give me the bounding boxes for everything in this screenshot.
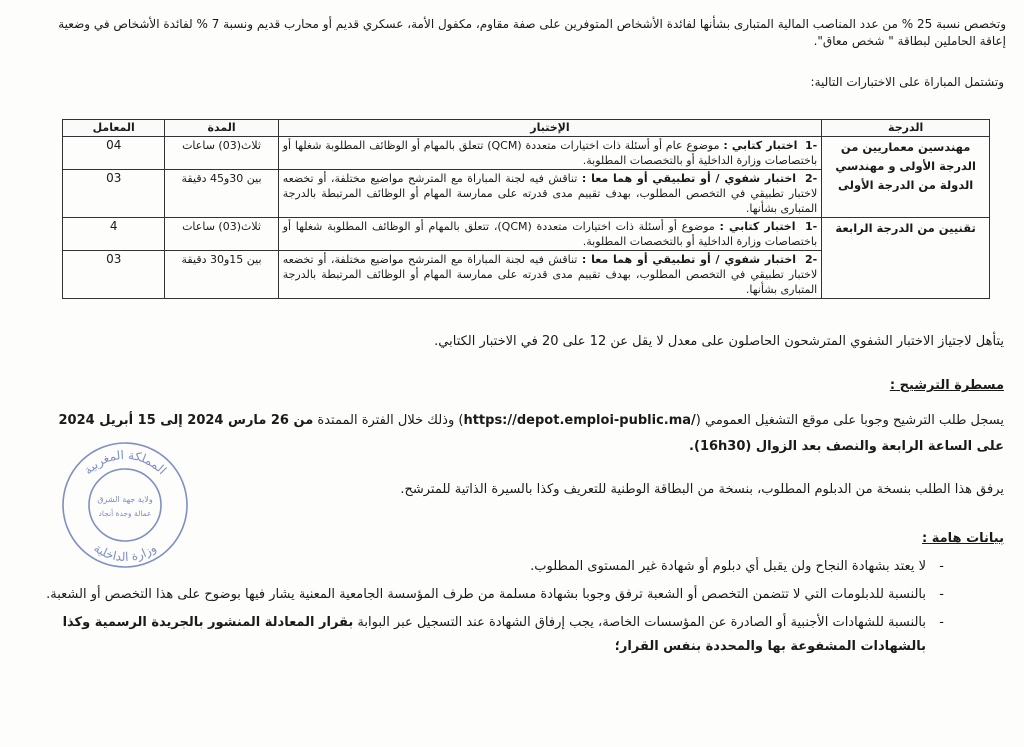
test-cell xyxy=(278,170,822,218)
coef-cell: 03 xyxy=(63,251,165,299)
test-cell xyxy=(278,218,822,251)
note-text: بالنسبة للدبلومات التي لا تتضمن التخصص أو الشعبة ترفق وجوبا بشهادة مسلمة من طرف المؤسسة الجامعية المعنية يشار فيها بوضوح على هذا التخصص أو الشعبة. xyxy=(46,587,926,602)
duration-cell: بين 30و45 دقيقة xyxy=(165,170,278,218)
stamp-top-text: المملكة المغربية xyxy=(81,447,170,478)
test-description: موضوع عام أو أسئلة ذات اختيارات متعددة (QCM) تتعلق بالمهام أو الوظائف المطلوبة شغلها أو باختصاصات وزارة الداخلية أو بالتخصصات المطلوبة. xyxy=(282,139,818,167)
test-number: -1 xyxy=(805,220,818,233)
application-url[interactable]: https://depot.emploi-public.ma/ xyxy=(463,413,696,428)
test-label: اختبار كتابي : xyxy=(719,220,796,233)
test-number: -2 xyxy=(805,172,818,185)
application-period: من 26 مارس 2024 إلى 15 أبريل 2024 على الساعة الرابعة والنصف بعد الزوال (16h30). xyxy=(58,413,1004,454)
test-description: تناقش فيه لجنة المباراة مع المترشح مواضيع مختلفة، أو تخضعه لاختبار تطبيقي في التخصص المطلوب، بهدف تقييم مدى قدرته على ممارسة المهام أو الوظائف المرتبطة بالدرجة المتبارى بشأنها. xyxy=(282,172,818,215)
test-description: موضوع أو أسئلة ذات اختيارات متعددة (QCM)، تتعلق بالمهام أو الوظائف المطلوبة شغلها أو باختصاصات وزارة الداخلية أو بالتخصصات المطلوبة. xyxy=(282,220,818,248)
list-item xyxy=(34,611,944,659)
duration-cell: ثلاث(03) ساعات xyxy=(165,137,278,170)
official-stamp xyxy=(60,440,190,570)
intro-paragraph: وتخصص نسبة 25 % من عدد المناصب المالية المتبارى بشأنها لفائدة الأشخاص المتوفرين على صفة مقاوم، مكفول الأمة، عسكري قديم أو محارب قديم ونسبة 7 % لفائدة الأشخاص في وضعية إعاقة الحاملين لبطاقة " شخص معاق". xyxy=(58,17,1006,48)
header-grade: الدرجة xyxy=(822,120,990,137)
test-cell xyxy=(278,251,822,299)
test-number: -1 xyxy=(805,139,818,152)
header-coef: المعامل xyxy=(63,120,165,137)
list-item xyxy=(34,583,944,607)
grade-technicians: تقنيين من الدرجة الرابعة xyxy=(822,218,990,299)
notes-heading: بيانات هامة : xyxy=(922,531,1004,546)
procedure-text-b: ) وذلك خلال الفترة الممتدة xyxy=(313,413,464,428)
oral-qualification-note: يتأهل لاجتياز الاختبار الشفوي المترشحون الحاصلون على معدل لا يقل عن 12 على 20 في الاختبار الكتابي. xyxy=(434,334,1004,349)
note-text: بالنسبة للشهادات الأجنبية أو الصادرة عن المؤسسات الخاصة، يجب إرفاق الشهادة عند التسجيل عبر البوابة xyxy=(353,615,926,630)
duration-cell: ثلاث(03) ساعات xyxy=(165,218,278,251)
note-bold-text: بقرار المعادلة المنشور بالجريدة الرسمية وكذا بالشهادات المشفوعة بها والمحددة بنفس القرار؛ xyxy=(62,615,926,654)
test-cell xyxy=(278,137,822,170)
table-row xyxy=(63,218,990,251)
header-test: الإختبار xyxy=(278,120,822,137)
test-number: -2 xyxy=(805,253,818,266)
test-description: تناقش فيه لجنة المباراة مع المترشح مواضيع مختلفة، أو تخضعه لاختبار تطبيقي في التخصص المطلوب، بهدف تقييم مدى قدرته على ممارسة المهام أو الوظائف المرتبطة بالدرجة المتبارى بشأنها. xyxy=(282,253,818,296)
tests-intro: وتشتمل المباراة على الاختبارات التالية: xyxy=(810,75,1004,89)
stamp-line-1: ولاية جهة الشرق xyxy=(97,495,153,504)
stamp-inner-ring xyxy=(89,469,161,541)
notes-list xyxy=(34,555,944,663)
header-duration: المدة xyxy=(165,120,278,137)
table-header-row xyxy=(63,120,990,137)
note-text: لا يعتد بشهادة النجاح ولن يقبل أي دبلوم أو شهادة غير المستوى المطلوب. xyxy=(530,559,926,574)
coef-cell: 03 xyxy=(63,170,165,218)
test-label: اختبار شفوي / أو تطبيقي أو هما معا : xyxy=(581,253,797,266)
procedure-heading: مسطرة الترشيح : xyxy=(889,378,1004,393)
tests-table xyxy=(62,119,990,299)
stamp-line-2: عمالة وجدة أنجاد xyxy=(98,509,152,518)
duration-cell: بين 15و30 دقيقة xyxy=(165,251,278,299)
procedure-text-a: يسجل طلب الترشيح وجوبا على موقع التشغيل العمومي ( xyxy=(695,413,1004,428)
grade-engineers: مهندسين معماريين من الدرجة الأولى و مهندسي الدولة من الدرجة الأولى xyxy=(822,137,990,218)
stamp-bottom-text: وزارة الداخلية xyxy=(91,540,159,565)
attachments-paragraph: يرفق هذا الطلب بنسخة من الدبلوم المطلوب، بنسخة من البطاقة الوطنية للتعريف وكذا بالسيرة الذاتية للمترشح. xyxy=(400,482,1004,497)
test-label: اختبار كتابي : xyxy=(723,139,798,152)
coef-cell: 4 xyxy=(63,218,165,251)
test-label: اختبار شفوي / أو تطبيقي أو هما معا : xyxy=(581,172,797,185)
table-row xyxy=(63,137,990,170)
coef-cell: 04 xyxy=(63,137,165,170)
